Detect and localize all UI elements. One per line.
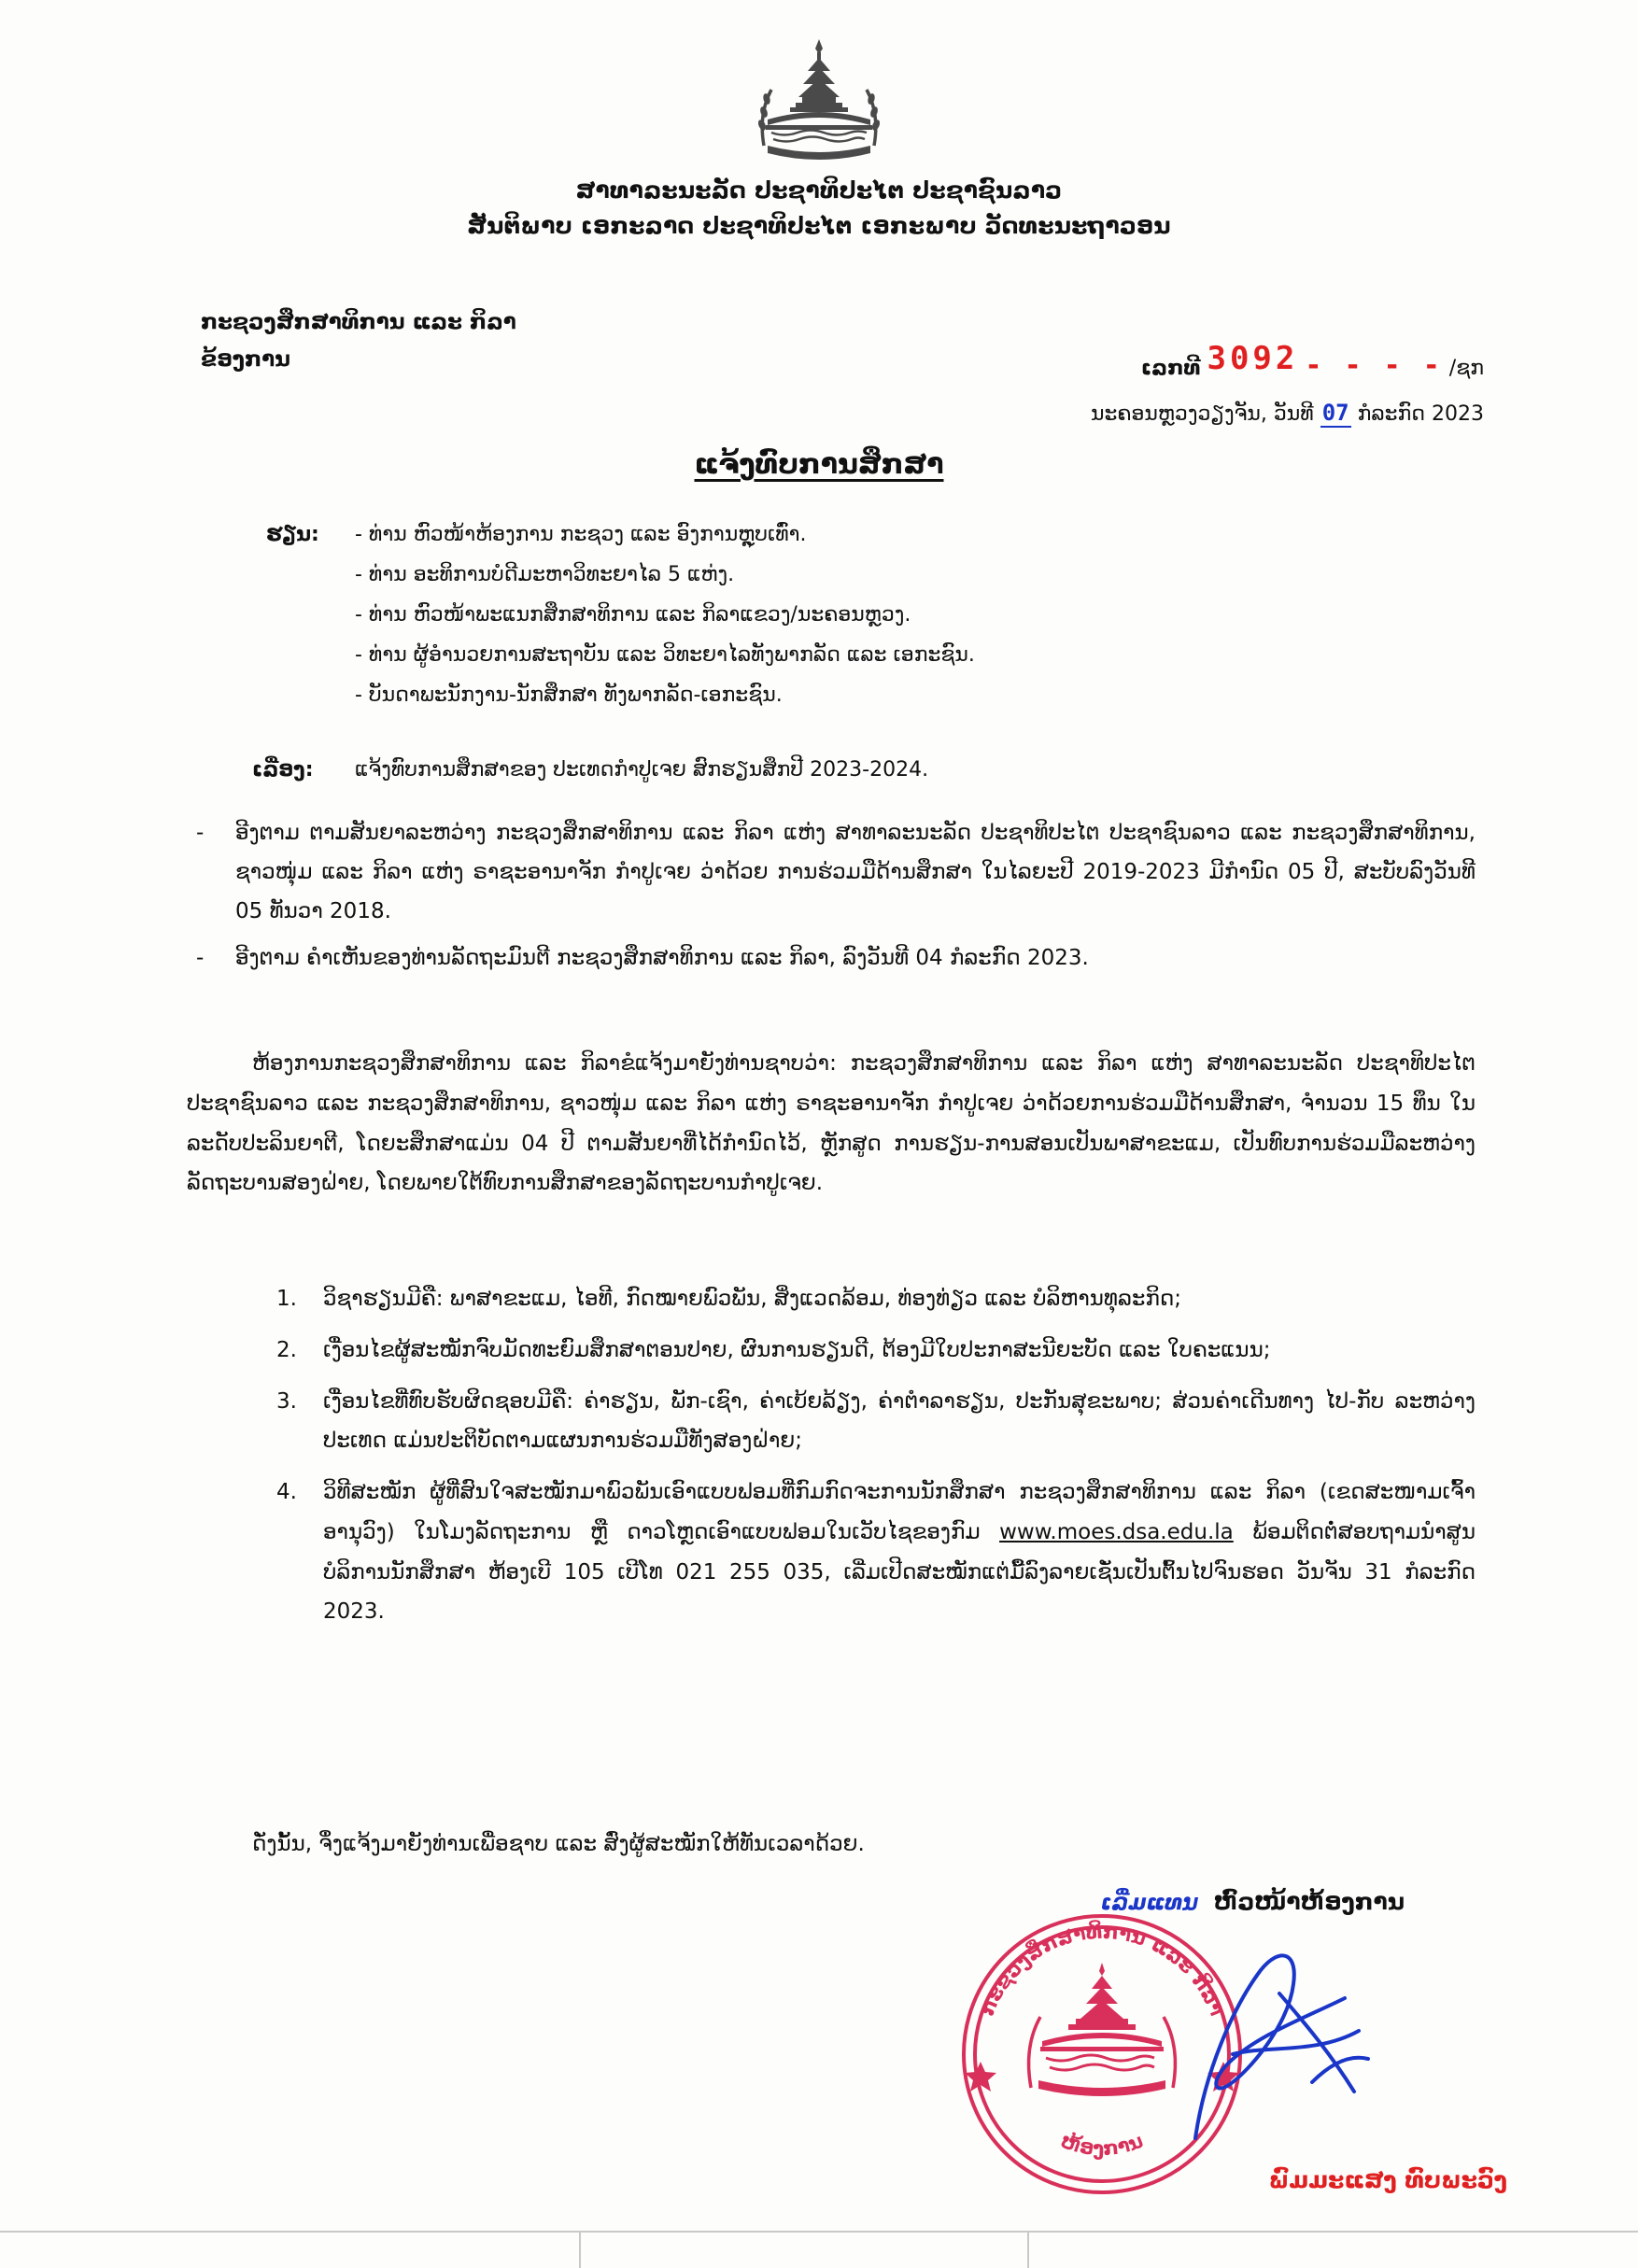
stamp-top-text: ກະຊວງສຶກສາທິການ ແລະ ກິລາ <box>975 1920 1229 2020</box>
signature-prefix-ink: ເລື່ມແທນ <box>1100 1891 1198 1915</box>
stamp-bottom-text: ຫ້ອງການ <box>1057 2129 1147 2161</box>
subject-block <box>252 758 929 782</box>
date-prefix: ນະຄອນຫຼວງວຽງຈັນ, ວັນທີ <box>1090 402 1314 426</box>
recipient-keyword: ຮຽນ: <box>266 523 319 546</box>
reference-text: ອີງຕາມ ຄຳເຫັນຂອງທ່ານລັດຖະມົນຕີ ກະຊວງສຶກສາທິການ ແລະ ກິລາ, ລົງວັນທີ 04 ກໍລະກົດ 2023. <box>235 945 1089 970</box>
numbered-item-text: ເງື່ອນໄຂຜູ້ສະໝັກຈົບມັດທະຍົມສຶກສາຕອນປາຍ, ຜົນການຮຽນດີ, ຕ້ອງມີໃບປະກາສະນີຍະບັດ ແລະ ໃບຄະແນນ; <box>323 1337 1271 1362</box>
website-link[interactable]: www.moes.dsa.edu.la <box>999 1519 1234 1544</box>
country-line-1: ສາທາລະນະລັດ ປະຊາທິປະໄຕ ປະຊາຊົນລາວ <box>575 176 1063 204</box>
numbered-item-marker: 4. <box>276 1480 297 1505</box>
country-heading <box>0 173 1638 243</box>
recipient-item: - ທ່ານ ອະທິການບໍດີມະຫາວິທະຍາໄລ 5 ແຫ່ງ. <box>355 562 735 586</box>
numbered-item-text: ວິຊາຮຽນມີຄື: ພາສາຂະແມ, ໄອທີ, ກົດໝາຍພົວພັນ, ສິ່ງແວດລ້ອມ, ທ່ອງທ່ຽວ ແລະ ບໍລິຫານທຸລະກິດ; <box>323 1287 1182 1311</box>
document-number <box>1140 340 1484 383</box>
reference-dash: - <box>196 945 205 970</box>
national-emblem-icon <box>749 35 889 162</box>
page-title: ແຈ້ງທົບການສຶກສາ <box>694 448 944 481</box>
svg-text:ຫ້ອງການ <box>1058 2129 1146 2161</box>
numbered-item-text-before-link: ວິທີສະໝັກ ຜູ້ທີ່ສົນໃຈສະໝັກມາພົວພັນເອົາແບບຟອມທີ່ກົມກົດຈະການນັກສຶກສາ ກະຊວງສຶກສາທິການ ແລະ ກິລາ (ເຂດສະໜາມເຈົ້າອານຸວົງ) ໃນໂມງລັດຖະການ ຫຼື ດາວໂຫຼດເອົາແບບຟອມໃນເວັບໄຊຂອງກົມ <box>323 1480 1476 1544</box>
signer-name: ພົມມະແສງ ທົບພະວົງ <box>1268 2166 1507 2193</box>
country-line-2: ສັນຕິພາບ ເອກະລາດ ປະຊາທິປະໄຕ ເອກະພາບ ວັດທະນະຖາວອນ <box>467 211 1171 239</box>
ministry-block <box>201 303 516 379</box>
document-number-label: ເລກທີ <box>1140 357 1201 380</box>
recipient-item: - ທ່ານ ຫົວໜ້າຫ້ອງການ ກະຊວງ ແລະ ອົງການຫຼຸບເທົ່າ. <box>355 523 807 546</box>
recipient-item: - ບັນດາພະນັກງານ-ນັກສຶກສາ ທັງພາກລັດ-ເອກະຊົນ. <box>355 683 783 707</box>
numbered-item <box>271 1472 1476 1632</box>
numbered-item-text-after-link: ພ້ອມຕິດຕໍ່ສອບຖາມນຳສູນບໍລິການນັກສຶກສາ ຫ້ອງເບີ 105 ເບີໂທ 021 255 035, ເລີ່ມເປີດສະໝັກແຕ່ມື້ລົງລາຍເຊັ່ນເປັນຕົ້ນໄປຈົນຮອດ ວັນຈັນ 31 ກໍລະກົດ 2023. <box>323 1519 1476 1625</box>
subject-text: ແຈ້ງທົບການສຶກສາຂອງ ປະເທດກຳປູເຈຍ ສົກຮຽນສຶກປີ 2023-2024. <box>355 758 929 782</box>
numbered-item-marker: 2. <box>276 1337 297 1362</box>
official-stamp-icon <box>953 1905 1251 2204</box>
date-handwritten-day: 07 <box>1321 400 1349 426</box>
date-suffix: ກໍລະກົດ 2023 <box>1357 402 1484 426</box>
document-number-dashes: - - - - <box>1305 349 1443 382</box>
reference-item <box>187 939 1476 979</box>
reference-item <box>187 814 1476 932</box>
reference-dash: - <box>196 821 205 845</box>
document-number-suffix: /ຊກ <box>1448 357 1484 380</box>
body-paragraph: ຫ້ອງການກະຊວງສຶກສາທິການ ແລະ ກິລາຂໍແຈ້ງມາຍັງທ່ານຊາບວ່າ: ກະຊວງສຶກສາທິການ ແລະ ກິລາ ແຫ່ງ ສາທາລະນະລັດ ປະຊາທິປະໄຕ ປະຊາຊົນລາວ ແລະ ກະຊວງສຶກສາທິການ, ຊາວໜຸ່ມ ແລະ ກິລາ ແຫ່ງ ຣາຊະອານາຈັກ ກຳປູເຈຍ ວ່າດ້ວຍການຮ່ວມມືດ້ານສຶກສາ, ຈຳນວນ 15 ທຶນ ໃນລະດັບປະລິນຍາຕີ, ໂດຍະສຶກສາແມ່ນ 04 ປີ ຕາມສັນຍາທີ່ໄດ້ກຳນົດໄວ້, ຫຼັກສູດ ການຮຽນ-ການສອນເປັນພາສາຂະແມ, ເປັນທົບການຮ່ວມມືລະຫວ່າງ ລັດຖະບານສອງຝ່າຍ, ໂດຍພາຍໃຕ້ທົບການສຶກສາຂອງລັດຖະບານກຳປູເຈຍ. <box>187 1051 1476 1196</box>
reference-list <box>187 814 1476 985</box>
numbered-item-text: ເງື່ອນໄຂທີ່ທົບຮັບຜິດຊອບມີຄື: ຄ່າຮຽນ, ພັກ-ເຊົາ, ຄ່າເບ້ຍລ້ຽງ, ຄ່າຕຳລາຮຽນ, ປະກັນສຸຂະພາບ; ສ່ວນຄ່າເດີນທາງ ໄປ-ກັບ ລະຫວ່າງປະເທດ ແມ່ນປະຕິບັດຕາມແຜນການຮ່ວມມືທັງສອງຝ່າຍ; <box>323 1388 1476 1454</box>
numbered-item <box>271 1331 1476 1371</box>
ministry-line-2: ຂ້ອງການ <box>201 347 290 373</box>
numbered-item-marker: 1. <box>276 1287 297 1311</box>
recipient-item: - ທ່ານ ຜູ້ອຳນວຍການສະຖາບັນ ແລະ ວິທະຍາໄລທັງພາກລັດ ແລະ ເອກະຊົນ. <box>355 642 975 667</box>
page-bottom-edge <box>0 2231 1638 2268</box>
recipient-block <box>266 515 1457 715</box>
document-number-value: 3092 <box>1207 340 1299 377</box>
numbered-item <box>271 1382 1476 1462</box>
numbered-list <box>271 1279 1476 1643</box>
ministry-line-1: ກະຊວງສຶກສາທິການ ແລະ ກິລາ <box>201 310 516 334</box>
recipient-item: - ທ່ານ ຫົວໜ້າພະແນກສຶກສາທິການ ແລະ ກິລາແຂວງ/ນະຄອນຫຼວງ. <box>355 602 911 627</box>
signature-title: ຫົວໜ້າຫ້ອງການ <box>1213 1888 1405 1915</box>
subject-keyword: ເລື່ອງ: <box>252 758 314 782</box>
document-date <box>1091 400 1484 426</box>
numbered-item-marker: 3. <box>276 1388 297 1414</box>
closing-paragraph: ດັ່ງນັ້ນ, ຈຶ່ງແຈ້ງມາຍັງທ່ານເພື່ອຊາບ ແລະ ສົ່ງຜູ້ສະໝັກໃຫ້ທັນເວລາດ້ວຍ. <box>252 1832 865 1856</box>
reference-text: ອີງຕາມ ຕາມສັນຍາລະຫວ່າງ ກະຊວງສຶກສາທິການ ແລະ ກິລາ ແຫ່ງ ສາທາລະນະລັດ ປະຊາທິປະໄຕ ປະຊາຊົນລາວ ແລະ ກະຊວງສຶກສາທິການ, ຊາວໜຸ່ມ ແລະ ກິລາ ແຫ່ງ ຣາຊະອານາຈັກ ກຳປູເຈຍ ວ່າດ້ວຍ ການຮ່ວມມືດ້ານສຶກສາ ໃນໄລຍະປີ 2019-2023 ມີກຳນົດ 05 ປີ, ສະບັບລົງວັນທີ 05 ທັນວາ 2018. <box>235 821 1476 923</box>
numbered-item <box>271 1279 1476 1319</box>
